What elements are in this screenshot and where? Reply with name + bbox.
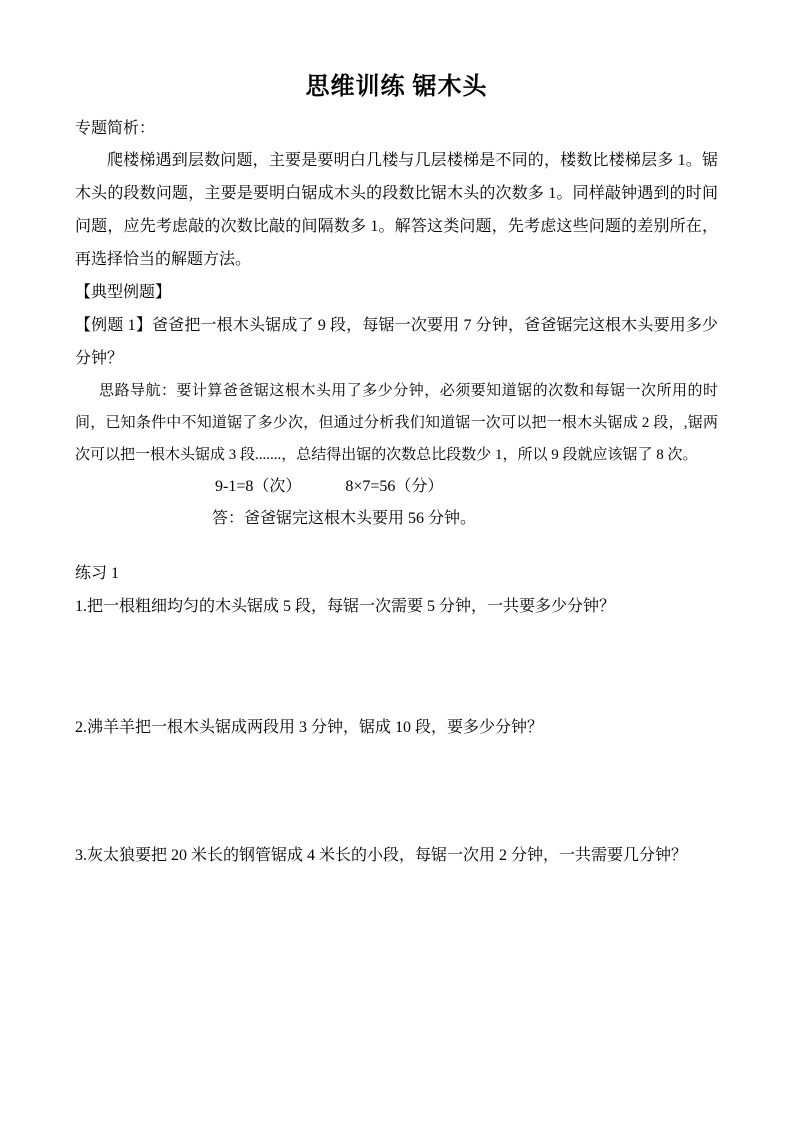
practice-question-2: 2.沸羊羊把一根木头锯成两段用 3 分钟，锯成 10 段，要多少分钟？ — [75, 719, 544, 736]
practice-question-1: 1.把一根粗细均匀的木头锯成 5 段，每锯一次需要 5 分钟，一共要多少分钟？ — [75, 598, 616, 615]
answer-line: 答：爸爸锯完这根木头要用 56 分钟。 — [212, 510, 477, 527]
formula-line — [75, 471, 718, 503]
formula-expression-times: 9-1=8（次） — [215, 478, 302, 495]
intro-section-label: 专题简析： — [75, 120, 156, 137]
typical-example-header: 【典型例题】 — [75, 284, 172, 301]
intro-paragraph: 爬楼梯遇到层数问题，主要是要明白几楼与几层楼梯是不同的，楼数比楼梯层多 1。锯木头的段数问题，主要是要明白锯成木头的段数比锯木头的次数多 1。同样敲钟遇到的时间问题，应先考虑敲的次数比敲的间隔数多 1。解答这类问题，先考虑这些问题的差别所在，再选择恰当的解题方法。 — [75, 152, 718, 268]
solution-guide-paragraph: 思路导航：要计算爸爸锯这根木头用了多少分钟，必须要知道锯的次数和每锯一次所用的时间，已知条件中不知道锯了多少次，但通过分析我们知道锯一次可以把一根木头锯成 2 段，,锯两次可以把一根木头锯成 3 段.......，总结得出锯的次数总比段数少 1，所以 9 段就应该锯了 8 次。 — [75, 383, 718, 463]
practice-question-3: 3.灰太狼要把 20 米长的钢管锯成 4 米长的小段，每锯一次用 2 分钟，一共需要几分钟？ — [75, 847, 688, 864]
example-problem-text: 【例题 1】爸爸把一根木头锯成了 9 段，每锯一次要用 7 分钟，爸爸锯完这根木头要用多少分钟？ — [75, 317, 718, 367]
page-title: 思维训练 锯木头 — [305, 74, 488, 100]
formula-expression-minutes: 8×7=56（分） — [345, 478, 444, 495]
practice-section-header: 练习 1 — [75, 565, 120, 582]
